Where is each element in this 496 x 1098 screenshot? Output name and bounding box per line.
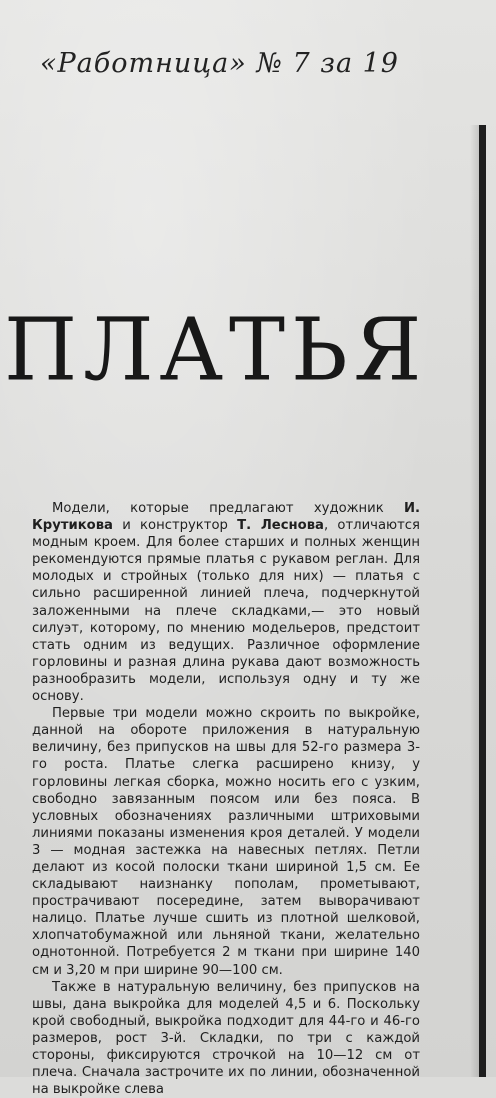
p1-text-b: и конструктор [112,518,238,534]
column-rule [479,125,486,1077]
p1-text-a: Модели, которые предлагают художник [52,501,404,516]
column-rule-shadow [470,125,479,1077]
article-body [32,500,420,1098]
publication-header: «Работница» № 7 за 19 [40,48,399,79]
constructor-name: Т. Леснова [237,518,324,534]
article-paragraph-1 [32,500,420,705]
article-paragraph-3: Также в натуральную величину, без припусков на швы, дана выкройка для моделей 4,5 и 6. Поскольку крой свободный, выкройка подходит для 44-го и 46-го размеров, рост 3-й. Складки, по три с каждой стороны, фиксируются строчкой на 10—12 см от плеча. Сначала застрочите их по линии, обозначенной на выкройке слева [32,979,420,1098]
article-paragraph-2: Первые три модели можно скроить по выкройке, данной на обороте приложения в натуральную величину, без припусков на швы для 52-го размера 3-го роста. Платье слегка расширено книзу, у горловины легкая сборка, можно носить его с узким, свободно завязанным поясом или без пояса. В условных обозначениях различными штриховыми линиями показаны изменения кроя деталей. У модели 3 — модная застежка на навесных петлях. Петли делают из косой полоски ткани шириной 1,5 см. Ее складывают наизнанку пополам, прометывают, прострачивают посередине, затем выворачивают налицо. Платье лучше сшить из плотной шелковой, хлопчатобумажной или льняной ткани, желательно однотонной. Потребуется 2 м ткани при ширине 140 см и 3,20 м при ширине 90—100 см. [32,706,420,978]
p1-text-c: , отличаются модным кроем. Для более старших и полных женщин рекомендуются прямые платья с рукавом реглан. Для молодых и стройных (только для них) — платья с сильно расширенной линией плеча, подчеркнутой заложенными на плече складками,— это новый силуэт, которому, по мнению модельеров, предстоит стать одним из ведущих. Различное оформление горловины и разная длина рукава дают возможность разнообразить модели, используя одну и ту же основу. [32,518,420,705]
artist-name: И. Крутикова [32,501,420,534]
article-title: ПЛАТЬЯ [4,300,428,400]
